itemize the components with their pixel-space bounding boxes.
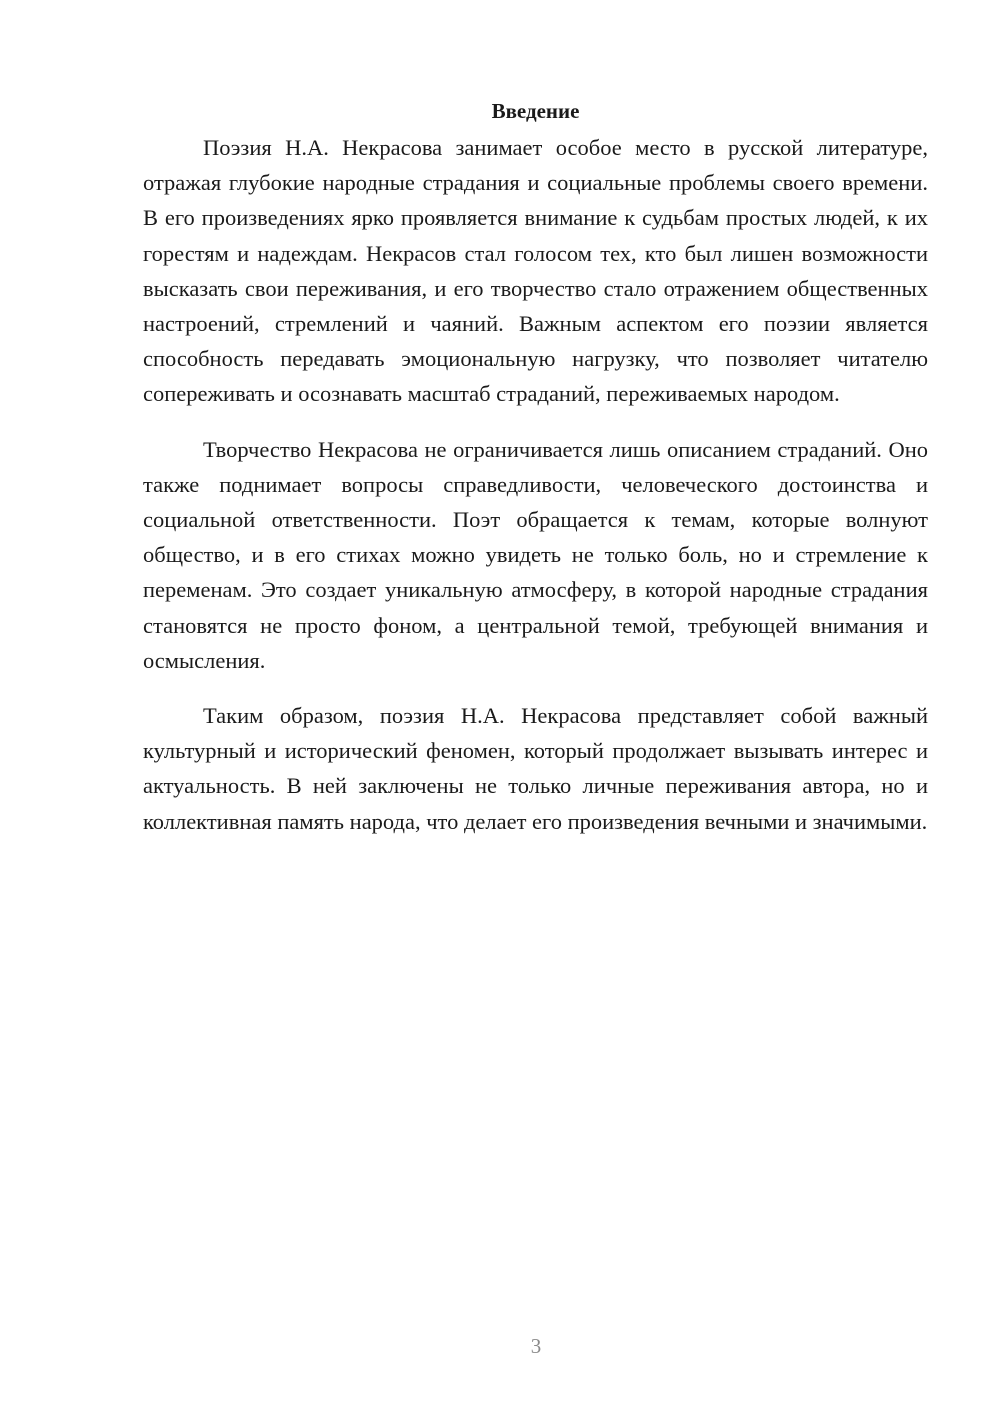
page-content xyxy=(143,96,928,839)
paragraph-2: Творчество Некрасова не ограничивается лишь описанием страданий. Оно также поднимает вопросы справедливости, человеческого достоинства и социальной ответственности. Поэт обращается к темам, которые волнуют общество, и в его стихах можно увидеть не только боль, но и стремление к переменам. Это создает уникальную атмосферу, в которой народные страдания становятся не просто фоном, а центральной темой, требующей внимания и осмысления. xyxy=(143,436,928,673)
section-heading: Введение xyxy=(491,99,580,123)
page-number: 3 xyxy=(530,1334,542,1358)
paragraph-1: Поэзия Н.А. Некрасова занимает особое место в русской литературе, отражая глубокие народные страдания и социальные проблемы своего времени. В его произведениях ярко проявляется внимание к судьбам простых людей, к их горестям и надеждам. Некрасов стал голосом тех, кто был лишен возможности высказать свои переживания, и его творчество стало отражением общественных настроений, стремлений и чаяний. Важным аспектом его поэзии является способность передавать эмоциональную нагрузку, что позволяет читателю сопереживать и осознавать масштаб страданий, переживаемых народом. xyxy=(143,135,928,407)
paragraph-3: Таким образом, поэзия Н.А. Некрасова представляет собой важный культурный и исторический феномен, который продолжает вызывать интерес и актуальность. В ней заключены не только личные переживания автора, но и коллективная память народа, что делает его произведения вечными и значимыми. xyxy=(143,703,928,834)
